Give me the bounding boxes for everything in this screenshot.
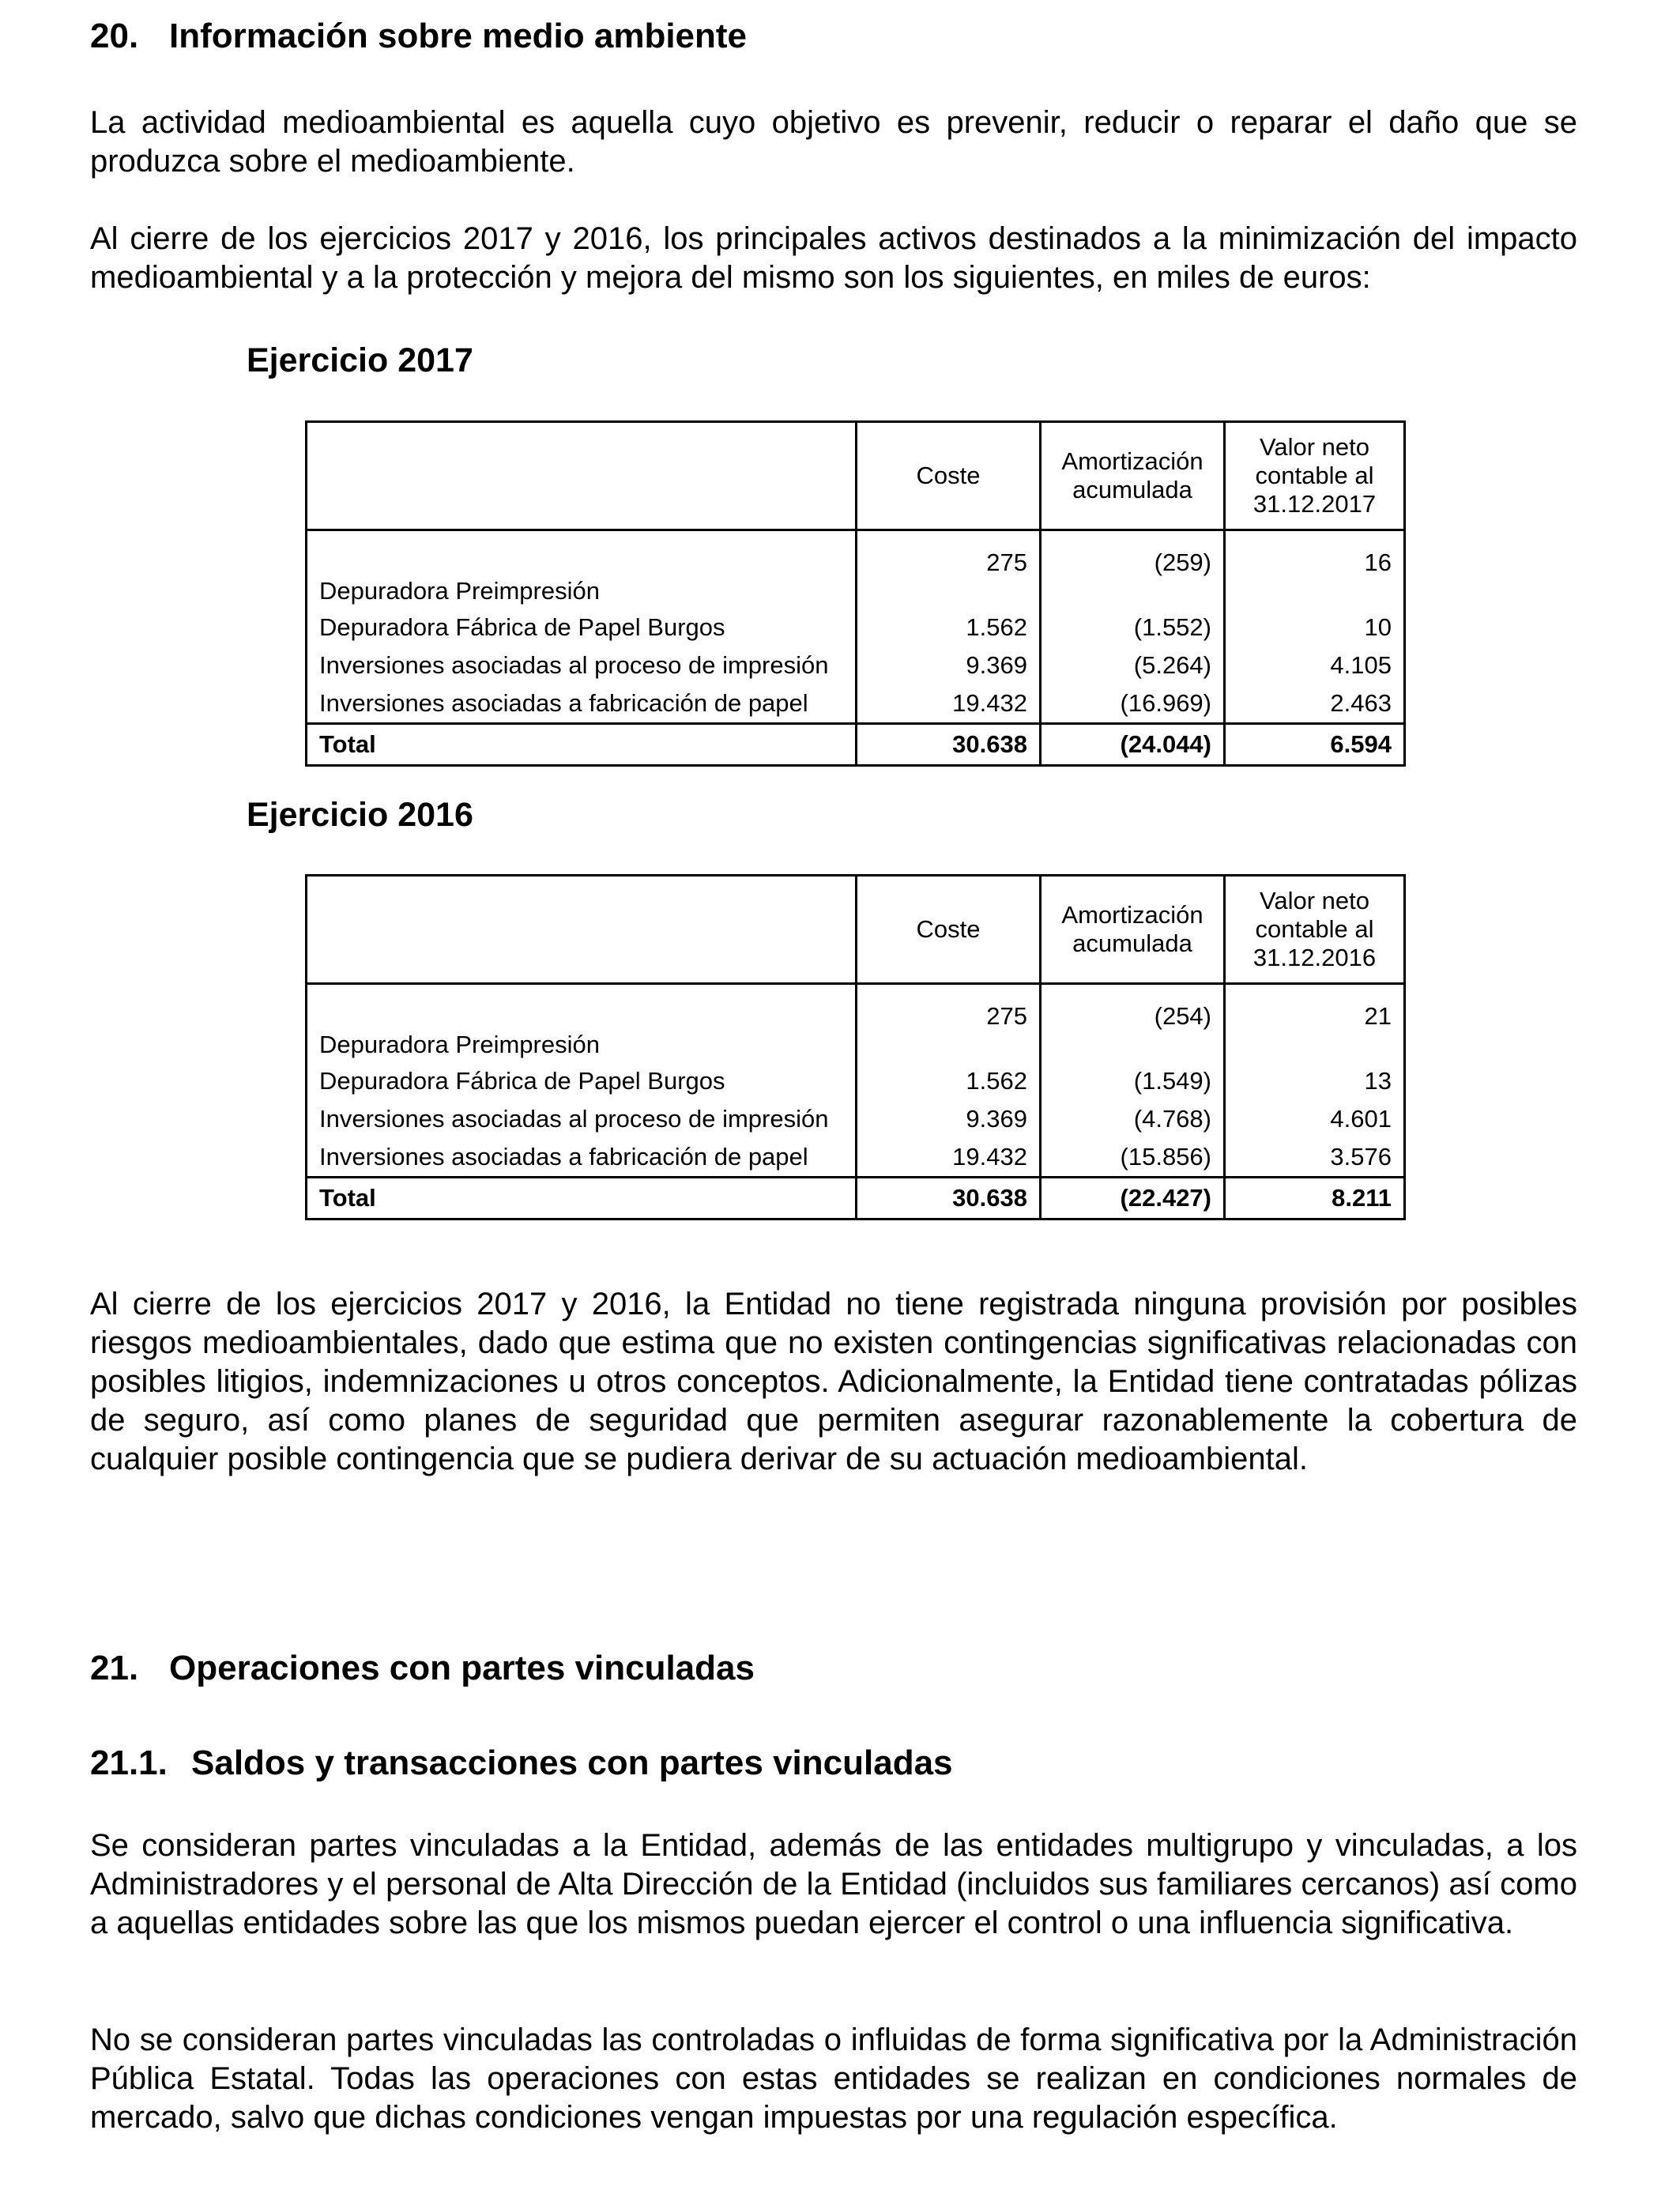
row-coste: 1.562 bbox=[857, 609, 1041, 647]
section-21-paragraph-1: Se consideran partes vinculadas a la Entidad, además de las entidades multigrupo y vinculadas, a los Administradores y el personal de Alta Dirección de la Entidad (incluidos sus familiares cercanos) así como a aquellas entidades sobre las que los mismos puedan ejercer el control o una influencia significativa. bbox=[90, 1828, 1577, 1940]
row-coste: 1.562 bbox=[857, 1062, 1041, 1100]
section-20-number: 20. bbox=[90, 17, 139, 55]
total-row bbox=[307, 1178, 1405, 1220]
total-label: Total bbox=[307, 1178, 857, 1220]
total-label: Total bbox=[307, 724, 857, 766]
table-row bbox=[307, 647, 1405, 684]
table-row bbox=[307, 1138, 1405, 1178]
table-row bbox=[307, 984, 1405, 1063]
total-amortizacion: (22.427) bbox=[1041, 1178, 1225, 1220]
table-row bbox=[307, 609, 1405, 647]
row-concept: Inversiones asociadas a fabricación de papel bbox=[307, 684, 857, 724]
row-concept: Depuradora Fábrica de Papel Burgos bbox=[307, 1062, 857, 1100]
table-header-row bbox=[307, 876, 1405, 984]
section-20-paragraph-1: La actividad medioambiental es aquella cuyo objetivo es prevenir, reducir o reparar el daño que se produzca sobre el medioambiente. bbox=[90, 105, 1577, 179]
row-amortizacion: (1.552) bbox=[1041, 609, 1225, 647]
table-row bbox=[307, 684, 1405, 724]
header-concept-cell bbox=[307, 876, 857, 984]
total-valor-neto: 6.594 bbox=[1225, 724, 1405, 766]
section-20-paragraph-3: Al cierre de los ejercicios 2017 y 2016, la Entidad no tiene registrada ninguna provisión por posibles riesgos medioambientales, dado que estima que no existen contingencias significativas relacionadas con posibles litigios, indemnizaciones u otros conceptos. Adicionalmente, la Entidad tiene contratadas pólizas de seguro, así como planes de seguridad que permiten asegurar razonablemente la cobertura de cualquier posible contingencia que se pudiera derivar de su actuación medioambiental. bbox=[90, 1287, 1577, 1476]
row-amortizacion: (15.856) bbox=[1041, 1138, 1225, 1178]
row-valor-neto: 13 bbox=[1364, 1067, 1392, 1095]
row-amortizacion: (4.768) bbox=[1041, 1100, 1225, 1138]
row-coste: 275 bbox=[857, 984, 1041, 1063]
row-concept: Inversiones asociadas a fabricación de papel bbox=[307, 1138, 857, 1178]
row-coste: 9.369 bbox=[857, 1100, 1041, 1138]
header-valor-neto: Valor neto contable al 31.12.2016 bbox=[1225, 876, 1405, 984]
row-coste: 9.369 bbox=[857, 647, 1041, 684]
row-amortizacion: (5.264) bbox=[1041, 647, 1225, 684]
table-row bbox=[307, 1100, 1405, 1138]
row-concept: Inversiones asociadas al proceso de impresión bbox=[307, 647, 857, 684]
section-21-heading bbox=[90, 1648, 755, 1689]
section-21-1-title: Saldos y transacciones con partes vinculadas bbox=[191, 1744, 953, 1782]
row-amortizacion: (1.549) bbox=[1041, 1062, 1225, 1100]
table-2016-heading: Ejercicio 2016 bbox=[247, 796, 473, 834]
header-amortizacion: Amortización acumulada bbox=[1041, 876, 1225, 984]
table-2017-heading: Ejercicio 2017 bbox=[247, 341, 473, 379]
table-header-row bbox=[307, 422, 1405, 530]
header-amortizacion: Amortización acumulada bbox=[1041, 422, 1225, 530]
header-concept-cell bbox=[307, 422, 857, 530]
header-valor-neto: Valor neto contable al 31.12.2017 bbox=[1225, 422, 1405, 530]
row-amortizacion: (254) bbox=[1041, 984, 1225, 1063]
total-row bbox=[307, 724, 1405, 766]
section-21-paragraph-2: No se consideran partes vinculadas las controladas o influidas de forma significativa por la Administración Pública Estatal. Todas las operaciones con estas entidades se realizan en condiciones normales de mercado, salvo que dichas condiciones vengan impuestas por una regulación específica. bbox=[90, 2022, 1577, 2135]
row-valor-neto: 4.601 bbox=[1330, 1105, 1392, 1133]
section-20-paragraph-2: Al cierre de los ejercicios 2017 y 2016, los principales activos destinados a la minimización del impacto medioambiental y a la protección y mejora del mismo son los siguientes, en miles de euros: bbox=[90, 221, 1577, 295]
section-20-heading bbox=[90, 16, 747, 57]
row-valor-neto: 2.463 bbox=[1330, 689, 1392, 717]
total-amortizacion: (24.044) bbox=[1041, 724, 1225, 766]
row-valor-neto: 10 bbox=[1364, 613, 1392, 641]
row-amortizacion: (259) bbox=[1041, 530, 1225, 609]
section-20-title: Información sobre medio ambiente bbox=[169, 17, 748, 55]
table-2016 bbox=[305, 874, 1406, 1220]
header-coste: Coste bbox=[857, 876, 1041, 984]
header-coste: Coste bbox=[857, 422, 1041, 530]
section-21-number: 21. bbox=[90, 1649, 139, 1687]
table-2017 bbox=[305, 420, 1406, 767]
section-21-1-heading bbox=[90, 1743, 953, 1784]
table-row bbox=[307, 530, 1405, 609]
row-concept: Depuradora Preimpresión bbox=[307, 530, 857, 609]
row-coste: 19.432 bbox=[857, 1138, 1041, 1178]
row-concept: Depuradora Fábrica de Papel Burgos bbox=[307, 609, 857, 647]
row-coste: 19.432 bbox=[857, 684, 1041, 724]
table-row bbox=[307, 1062, 1405, 1100]
row-valor-neto: 21 bbox=[1364, 1002, 1392, 1030]
row-concept: Inversiones asociadas al proceso de impresión bbox=[307, 1100, 857, 1138]
total-coste: 30.638 bbox=[857, 1178, 1041, 1220]
row-amortizacion: (16.969) bbox=[1041, 684, 1225, 724]
row-valor-neto: 3.576 bbox=[1330, 1143, 1392, 1171]
row-concept: Depuradora Preimpresión bbox=[307, 984, 857, 1063]
section-21-title: Operaciones con partes vinculadas bbox=[169, 1649, 755, 1687]
total-coste: 30.638 bbox=[857, 724, 1041, 766]
row-coste: 275 bbox=[857, 530, 1041, 609]
row-valor-neto: 4.105 bbox=[1330, 651, 1392, 679]
row-valor-neto: 16 bbox=[1364, 548, 1392, 576]
total-valor-neto: 8.211 bbox=[1225, 1178, 1405, 1220]
section-21-1-number: 21.1. bbox=[90, 1744, 168, 1782]
